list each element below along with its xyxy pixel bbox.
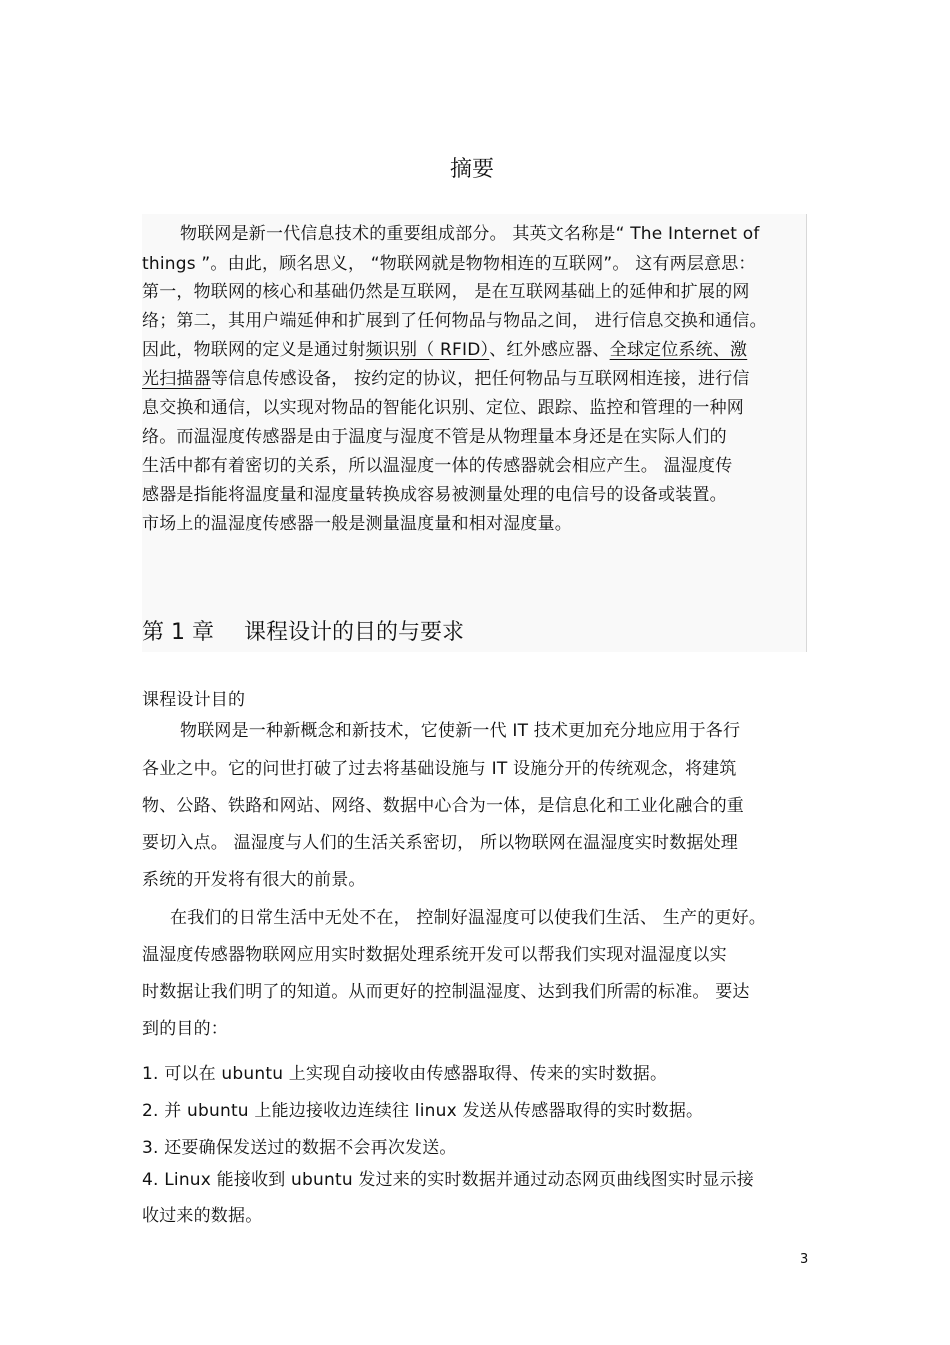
abstract-line-5-pre: 因此，物联网的定义是通过射: [142, 340, 366, 360]
abstract-line-2: things ”。由此，顾名思义， “物联网就是物物相连的互联网”。 这有两层意思：: [142, 254, 756, 274]
abstract-line-5-mid: 、红外感应器、: [489, 340, 610, 360]
body-line-4: 要切入点。 温湿度与人们的生活关系密切， 所以物联网在温湿度实时数据处理: [142, 833, 739, 853]
abstract-line-8: 络。而温湿度传感器是由于温度与湿度不管是从物理量本身还是在实际人们的: [142, 427, 727, 447]
abstract-line-3: 第一，物联网的核心和基础仍然是互联网， 是在互联网基础上的延伸和扩展的网: [142, 282, 750, 302]
requirement-item: 1. 可以在 ubuntu 上实现自动接收由传感器取得、传来的实时数据。: [142, 1064, 668, 1084]
requirement-item: 4. Linux 能接收到 ubuntu 发过来的实时数据并通过动态网页曲线图实时显示接: [142, 1170, 754, 1190]
abstract-line-10: 感器是指能将温度量和湿度量转换成容易被测量处理的电信号的设备或装置。: [142, 485, 727, 505]
body-line-8: 时数据让我们明了的知道。从而更好的控制温湿度、达到我们所需的标准。 要达: [142, 982, 750, 1002]
requirement-item: 3. 还要确保发送过的数据不会再次发送。: [142, 1138, 457, 1158]
body-line-7: 温湿度传感器物联网应用实时数据处理系统开发可以帮我们实现对温湿度以实: [142, 945, 727, 965]
page-number: 3: [800, 1252, 809, 1267]
requirement-continuation: 收过来的数据。: [142, 1206, 263, 1226]
abstract-line-6: [142, 364, 750, 389]
rfid-link[interactable]: 频识别（ RFID）: [365, 340, 490, 360]
abstract-line-1: 物联网是新一代信息技术的重要组成部分。 其英文名称是“ The Internet of: [180, 224, 760, 244]
body-line-1: 物联网是一种新概念和新技术，它使新一代 IT 技术更加充分地应用于各行: [180, 721, 741, 741]
abstract-line-9: 生活中都有着密切的关系，所以温湿度一体的传感器就会相应产生。 温湿度传: [142, 456, 733, 476]
section-title: 课程设计目的: [142, 690, 246, 710]
requirement-item: 2. 并 ubuntu 上能边接收边连续往 linux 发送从传感器取得的实时数据。: [142, 1101, 704, 1121]
body-line-3: 物、公路、铁路和网站、网络、数据中心合为一体，是信息化和工业化融合的重: [142, 796, 744, 816]
body-line-2: 各业之中。它的问世打破了过去将基础设施与 IT 设施分开的传统观念，将建筑: [142, 759, 737, 779]
abstract-line-6-rest: 等信息传感设备， 按约定的协议，把任何物品与互联网相连接，进行信: [210, 369, 750, 389]
chapter-title: 课程设计的目的与要求: [243, 620, 464, 645]
body-line-6: 在我们的日常生活中无处不在， 控制好温湿度可以使我们生活、 生产的更好。: [170, 908, 767, 928]
page-title: 摘要: [450, 157, 495, 182]
body-line-5: 系统的开发将有很大的前景。: [142, 870, 366, 890]
chapter-heading: [142, 615, 464, 646]
abstract-line-4: 络；第二，其用户端延伸和扩展到了任何物品与物品之间， 进行信息交换和通信。: [142, 311, 767, 331]
abstract-line-11: 市场上的温湿度传感器一般是测量温度量和相对湿度量。: [142, 514, 572, 534]
abstract-line-5: [142, 335, 747, 360]
laser-scanner-link[interactable]: 光扫描器: [142, 369, 211, 389]
chapter-number: 第 1 章: [142, 620, 214, 645]
gps-link[interactable]: 全球定位系统、激: [609, 340, 748, 360]
abstract-line-7: 息交换和通信，以实现对物品的智能化识别、定位、跟踪、监控和管理的一种网: [142, 398, 744, 418]
body-line-9: 到的目的：: [142, 1019, 228, 1039]
